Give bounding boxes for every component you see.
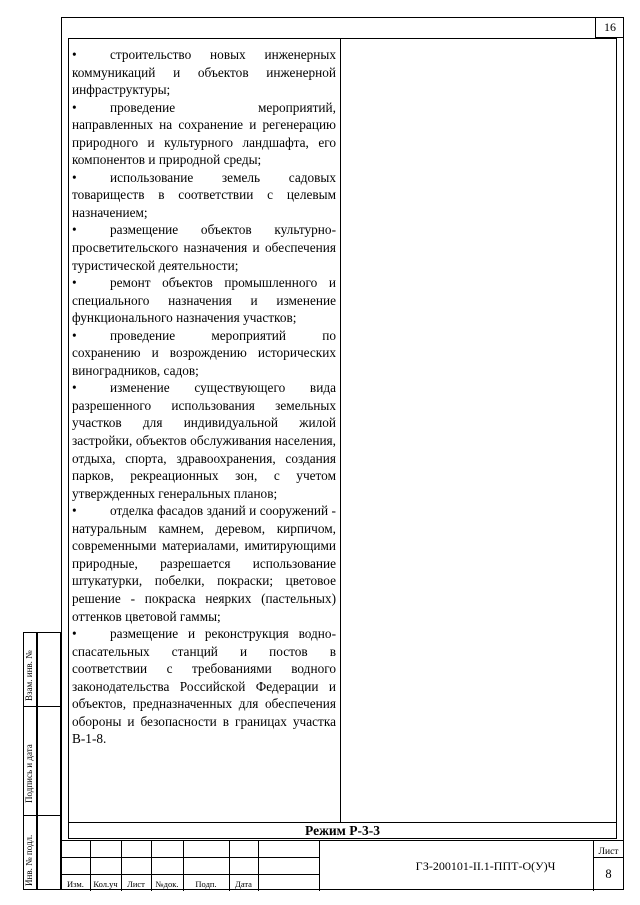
side-divider: [38, 706, 60, 707]
list-item: • ремонт объектов промышленного и специального назначения и изменение функционального назначения участков;: [72, 275, 336, 326]
header-podp: Подп.: [195, 879, 217, 889]
side-divider: [38, 815, 60, 816]
header-ndok: №док.: [155, 879, 179, 889]
sheet-label: Лист: [598, 847, 619, 857]
bullet-icon: •: [72, 275, 77, 291]
title-block: [61, 840, 624, 890]
list-item: • размещение и реконструкция водно-спасательных станций и постов в соответствии с требованиями водного законодательства Российской Федерации и объектов, предназначенных для обеспечения обороны и безопасности в границах участка В-1-8.: [72, 626, 336, 747]
header-kol-uch: Кол.уч: [93, 879, 118, 889]
sheet-number: 8: [605, 867, 612, 881]
permitted-uses-list: [72, 46, 336, 748]
vzam-inv-label: Взам. инв. №: [24, 650, 34, 701]
bullet-icon: •: [72, 47, 77, 62]
header-data: Дата: [235, 879, 252, 889]
side-divider: [24, 706, 36, 707]
bullet-icon: •: [72, 380, 77, 396]
list-item: • отделка фасадов зданий и сооружений - натуральным камнем, деревом, кирпичом, современными материалами, имитирующими природные, разрешается использование штукатурки, побелки, покраски; цветовое решение - покраска неярких (пастельных) оттенков цветовой гаммы;: [72, 503, 336, 624]
regime-title: Режим Р-3-3: [68, 822, 617, 839]
header-list: Лист: [127, 879, 145, 889]
list-item: • размещение объектов культурно-просветительского назначения и обеспечения туристической деятельности;: [72, 222, 336, 273]
list-item: • изменение существующего вида разрешенного использования земельных участков для индивидуальной жилой застройки, объектов обслуживания населения, отдыха, спорта, здравоохранения, создания парков, рекреационных зон, с учетом утвержденных генеральных планов;: [72, 380, 336, 501]
bullet-icon: •: [72, 99, 77, 115]
bullet-icon: •: [72, 222, 77, 238]
column-divider: [340, 38, 341, 823]
list-item: • строительство новых инженерных коммуникаций и объектов инженерной инфраструктуры;: [72, 47, 336, 98]
bullet-icon: •: [72, 503, 77, 519]
side-divider: [24, 815, 36, 816]
page-number: 16: [595, 17, 624, 38]
bullet-icon: •: [72, 327, 77, 343]
side-stamp-strip: [23, 632, 61, 890]
list-item: • проведение мероприятий по сохранению и возрождению исторических виноградников, садов;: [72, 327, 336, 378]
inv-podl-label: Инв. № подл.: [24, 834, 34, 886]
header-izm: Изм.: [67, 879, 84, 889]
bullet-icon: •: [72, 626, 77, 642]
list-item: • проведение мероприятий, направленных на сохранение и регенерацию природного и культурного ландшафта, его компонентов и природной среды;: [72, 99, 336, 168]
list-item: • использование земель садовых товариществ в соответствии с целевым назначением;: [72, 169, 336, 220]
signature-date-label: Подпись и дата: [24, 744, 34, 803]
document-code: ГЗ-200101-II.1-ППТ-О(У)Ч: [415, 859, 556, 873]
bullet-icon: •: [72, 169, 77, 185]
side-value-column: [37, 632, 61, 890]
